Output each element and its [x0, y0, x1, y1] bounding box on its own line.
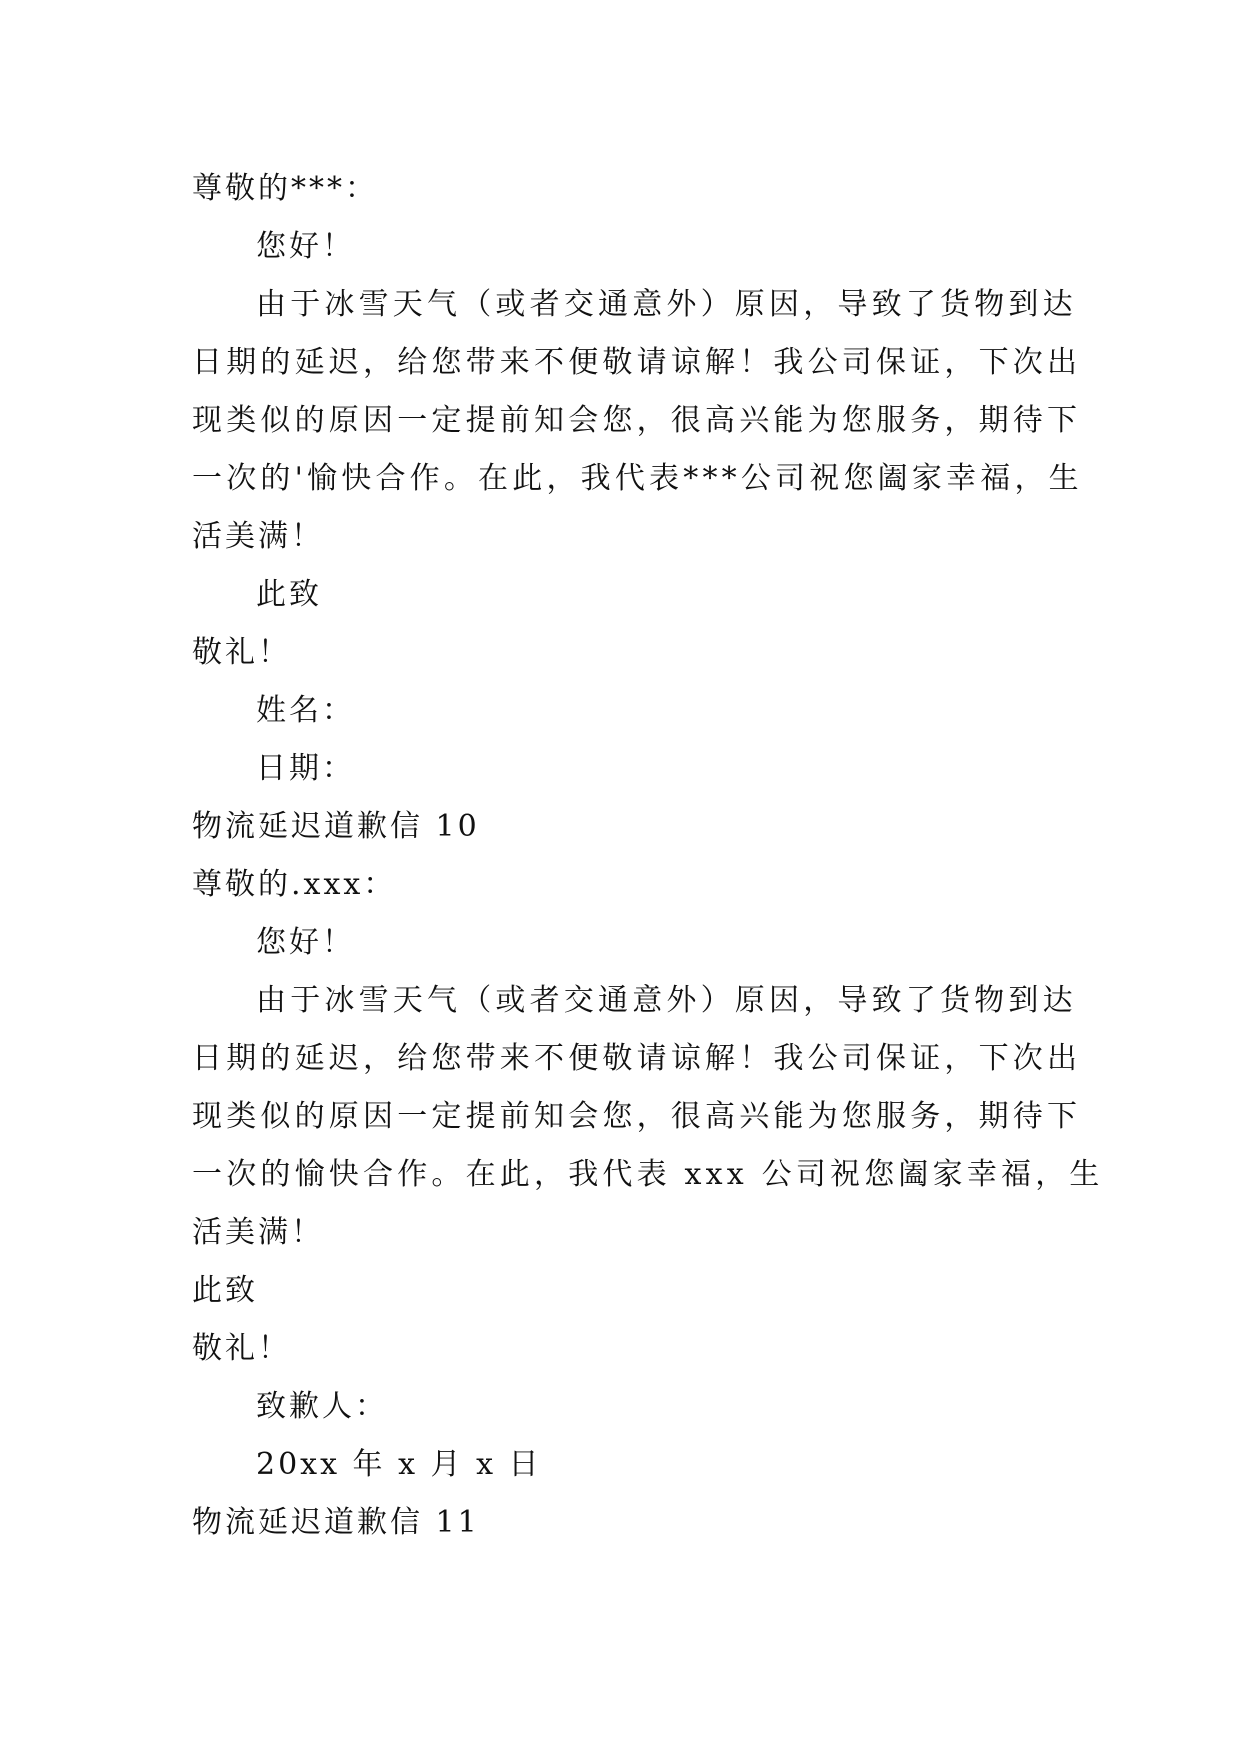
letter1-closing-jingli: 敬礼！: [192, 635, 291, 670]
letter1-greeting: 您好！: [256, 229, 355, 264]
letter1-salutation: 尊敬的***：: [192, 171, 378, 206]
letter2-closing-jingli: 敬礼！: [192, 1331, 291, 1366]
letter2-greeting: 您好！: [256, 925, 355, 960]
document-content: [192, 160, 1104, 1552]
section-heading-11: 物流延迟道歉信 11: [192, 1505, 480, 1540]
letter1-body-line: 日期的延迟，给您带来不便敬请谅解！我公司保证，下次出: [192, 345, 1082, 380]
letter2-salutation: 尊敬的.xxx：: [192, 867, 397, 902]
letter2-body-line: 由于冰雪天气（或者交通意外）原因，导致了货物到达: [256, 983, 1077, 1018]
letter2-closing-cizhi: 此致: [192, 1273, 258, 1308]
letter2-body-line: 一次的愉快合作。在此，我代表 xxx 公司祝您阖家幸福，生: [192, 1157, 1104, 1192]
section-heading-10: 物流延迟道歉信 10: [192, 809, 480, 844]
letter2-body-line: 活美满！: [192, 1215, 324, 1250]
letter1-body-line: 活美满！: [192, 519, 324, 554]
letter2-signer-label: 致歉人：: [256, 1389, 388, 1424]
letter1-body-line: 现类似的原因一定提前知会您，很高兴能为您服务，期待下: [192, 403, 1082, 438]
letter1-name-label: 姓名：: [256, 693, 355, 728]
letter1-closing-cizhi: 此致: [256, 577, 322, 612]
letter2-date: 20xx 年 x 月 x 日: [256, 1447, 542, 1482]
letter1-date-label: 日期：: [256, 751, 355, 786]
letter2-body-line: 日期的延迟，给您带来不便敬请谅解！我公司保证，下次出: [192, 1041, 1082, 1076]
letter1-body-line: 一次的'愉快合作。在此，我代表***公司祝您阖家幸福，生: [192, 461, 1083, 496]
letter2-body-line: 现类似的原因一定提前知会您，很高兴能为您服务，期待下: [192, 1099, 1082, 1134]
letter1-body-line: 由于冰雪天气（或者交通意外）原因，导致了货物到达: [256, 287, 1077, 322]
